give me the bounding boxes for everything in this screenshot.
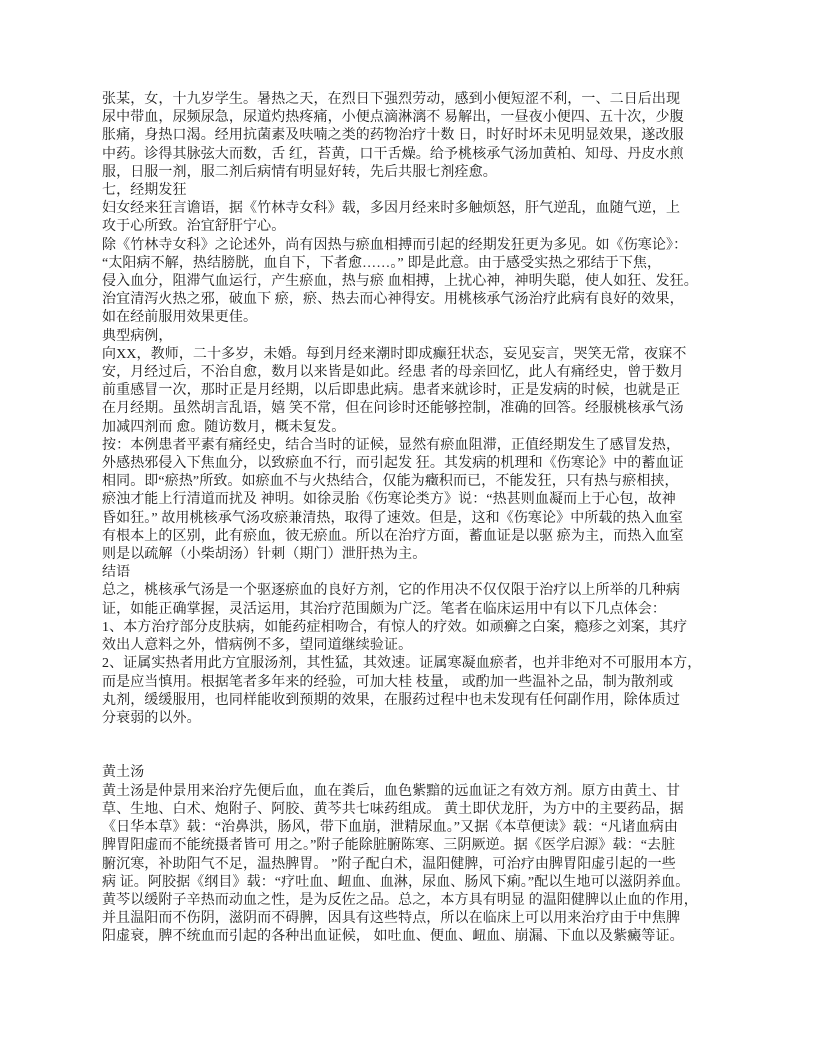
text-line: 则是以疏解（小柴胡汤）针刺（期门）泄肝热为主。 <box>102 547 427 563</box>
text-line: 草、生地、白术、炮附子、阿胶、黄芩共七味药组成。 黄土即伏龙肝，为方中的主要药品，据 <box>102 801 684 817</box>
text-line: 按：本例患者平素有痛经史，结合当时的证候，显然有瘀血阻滞，正值经期发生了感冒发热， <box>102 437 681 453</box>
list-item-line: 而是应当慎用。根据笔者多年来的经验，可加大桂 枝量， 或酌加一些温补之品，制为散剂或 <box>102 674 674 690</box>
text-line: 张某，女，十九岁学生。暑热之天，在烈日下强烈劳动，感到小便短涩不利，一、二日后出现 <box>102 92 681 107</box>
text-line: 瘀浊才能上行清道而扰及 神明。如徐灵胎《伤寒论类方》说：“热甚则血凝而上于心包，故神 <box>102 492 676 508</box>
text-line: 阳虚衰，脾不统血而引起的各种出血证候， 如吐血、便血、衄血、崩漏、下血以及紫癜等证。 <box>102 929 684 945</box>
text-line: 脾胃阳虚而不能统摄者皆可 用之。”附子能除脏腑陈寒、三阴厥逆。据《医学启源》载：“去脏 <box>102 838 676 854</box>
text-line: 攻于心所致。治宜舒肝宁心。 <box>102 219 286 235</box>
text-line: 外感热邪侵入下焦血分，以致瘀血不行，而引起发 狂。其发病的机理和《伤寒论》中的蓄血证 <box>102 456 684 472</box>
heading-line: 结语 <box>102 565 131 581</box>
text-line: 并且温阳而不伤阴，滋阴而不碍脾，因具有这些特点，所以在临床上可以用来治疗由于中焦脾 <box>102 911 681 927</box>
text-line: 胀痛，身热口渴。经用抗菌素及呋喃之类的药物治疗十数 日，时好时坏未见明显效果，遂改服 <box>102 128 684 144</box>
list-item-line: 丸剂，缓缓服用，也同样能收到预期的效果，在服药过程中也未发现有任何副作用，除体质过 <box>102 692 681 708</box>
text-line: “太阳病不解，热结膀胱，血自下，下者愈……。” 即是此意。由于感受实热之邪结于下焦， <box>102 255 662 271</box>
text-line: 相同。即“瘀热”所致。如瘀血不与火热结合，仅能为癥积而已，不能发狂，只有热与瘀相挟， <box>102 474 679 490</box>
blank-line <box>102 728 728 746</box>
text-line: 有根本上的区别，此有瘀血，彼无瘀血。所以在治疗方面，蓄血证是以驱 瘀为主，而热入血室 <box>102 528 684 544</box>
list-item-line: 效出人意料之外，惜病例不多，望同道继续验证。 <box>102 638 413 654</box>
document-text-block <box>102 91 728 947</box>
blank-line <box>102 746 728 764</box>
text-line: 前重感冒一次，那时正是月经期，以后即患此病。患者来就诊时，正是发病的时候，也就是正 <box>102 383 681 399</box>
text-line: 安，月经过后，不治自愈，数月以来皆是如此。经患 者的母亲回忆，此人有痛经史，曾于数月 <box>102 365 684 381</box>
text-line: 《日华本草》载：“治鼻洪，肠风，带下血崩，泄精尿血。”又据《本草便读》载：“凡诸血病由 <box>102 820 678 836</box>
text-line: 总之，桃核承气汤是一个驱逐瘀血的良好方剂，它的作用决不仅仅限于治疗以上所举的几种病 <box>102 583 681 599</box>
text-line: 中药。诊得其脉弦大而数，舌 红，苔黄，口干舌燥。给予桃核承气汤加黄柏、知母、丹皮水煎 <box>102 146 684 162</box>
list-item-line: 1、本方治疗部分皮肤病，如能药症相吻合，有惊人的疗效。如顽癣之白案，瘾疹之刘案，其疗 <box>102 619 688 635</box>
text-line: 病 证。阿胶据《纲目》载：“疗吐血、衄血、血淋，尿血、肠风下痢。”配以生地可以滋阴养血。 <box>102 874 690 890</box>
text-line: 腑沉寒，补助阳气不足，温热脾胃。 ”附子配白术，温阳健脾，可治疗由脾胃阳虚引起的一些 <box>102 856 676 872</box>
text-line: 服，日服一剂，服二剂后病情有明显好转，先后共服七剂痊愈。 <box>102 164 497 180</box>
text-line: 侵入血分，阻滞气血运行，产生瘀血，热与瘀 血相搏，上扰心神，神明失聪，使人如狂、发狂。 <box>102 274 698 290</box>
text-line: 黄土汤是仲景用来治疗先便后血，血在粪后，血色紫黯的远血证之有效方剂。原方由黄土、甘 <box>102 783 681 799</box>
text-line: 昏如狂。” 故用桃核承气汤攻瘀兼清热，取得了速效。但是，这和《伤寒论》中所载的热入血室 <box>102 510 684 526</box>
text-line: 尿中带血，尿频尿急，尿道灼热疼痛，小便点滴淋漓不 易解出，一昼夜小便四、五十次，少腹 <box>102 110 684 126</box>
text-line: 向XX，教师，二十多岁，未婚。每到月经来潮时即成癫狂状态，妄见妄言，哭笑无常，夜寐不 <box>102 346 687 362</box>
text-line: 如在经前服用效果更佳。 <box>102 310 258 326</box>
list-item-line: 2、证属实热者用此方宜服汤剂，其性猛，其效速。证属寒凝血瘀者，也并非绝对不可服用本方， <box>102 656 702 672</box>
list-item-line: 分衰弱的以外。 <box>102 710 201 726</box>
text-line: 证，如能正确掌握，灵活运用，其治疗范围颇为广泛。笔者在临床运用中有以下几点体会： <box>102 601 666 617</box>
text-line: 加减四剂而 愈。随访数月，概未复发。 <box>102 419 346 435</box>
heading-line: 黄土汤 <box>102 765 145 781</box>
heading-line: 典型病例， <box>102 328 173 344</box>
text-line: 黄芩以缓附子辛热而动血之性，是为反佐之品。总之，本方具有明显 的温阳健脾以止血的作用， <box>102 892 698 908</box>
text-line: 妇女经来狂言谵语，据《竹林寺女科》载，多因月经来时多触烦怒，肝气逆乱，血随气逆，上 <box>102 201 681 217</box>
text-line: 治宜清泻火热之邪，破血下 瘀，瘀、热去而心神得安。用桃核承气汤治疗此病有良好的效果， <box>102 292 684 308</box>
text-line: 除《竹林寺女科》之论述外，尚有因热与瘀血相搏而引起的经期发狂更为多见。如《伤寒论》： <box>102 237 688 253</box>
text-line: 在月经期。虽然胡言乱语，嬉 笑不常，但在问诊时还能够控制，准确的回答。经服桃核承气汤 <box>102 401 684 417</box>
heading-line: 七，经期发狂 <box>102 183 187 199</box>
